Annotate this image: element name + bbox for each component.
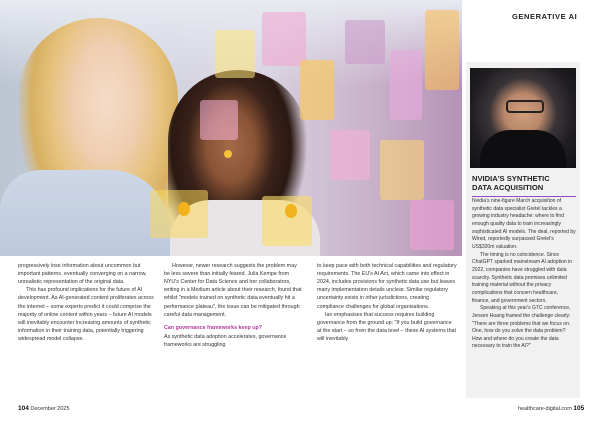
section-label: GENERATIVE AI xyxy=(512,12,578,21)
leather-jacket-shape xyxy=(480,130,566,168)
body-paragraph: This has profound implications for the future of AI development. As AI-generated content proliferates across the internet – some experts predict it could comprise the majority of online content within years – future AI models will inevitably encounter increasing amounts of synthetic information in their training data, potentially triggering widespread model collapse. xyxy=(18,287,154,342)
sidebar-title-line2: DATA ACQUISITION xyxy=(472,183,544,193)
footer-right xyxy=(518,405,584,412)
issue-date: December 2025 xyxy=(30,406,70,412)
body-paragraph: Ian emphasises that success requires building governance from the ground up: "If you build governance at the start – so from the data level – these AI systems that will inevitably xyxy=(317,311,457,342)
holo-dot xyxy=(224,150,232,158)
sidebar-body xyxy=(472,198,576,351)
holo-panel xyxy=(380,140,424,200)
sidebar-title xyxy=(472,174,576,193)
page-number-left: 104 xyxy=(18,405,29,412)
subheading: Can governance frameworks keep up? xyxy=(164,324,263,331)
hero-image xyxy=(0,0,462,256)
sidebar-title-line1: NVIDIA'S SYNTHETIC xyxy=(472,174,550,183)
sidebar-rule xyxy=(472,196,576,197)
body-paragraph: progressively lose information about uncommon but important patterns, eventually converging on a narrow, unrealistic representation of the original data. xyxy=(18,263,147,286)
holo-panel xyxy=(410,200,454,250)
holo-panel xyxy=(345,20,385,64)
footer-left xyxy=(18,405,70,412)
sidebar-paragraph: Nvidia's nine-figure March acquisition of synthetic data specialist Gretel tackles a growing industry headache: where to find enough quality data to train increasingly sophisticated AI models. The deal, reported by Wired, reportedly surpassed Gretel's US$320m valuation. xyxy=(472,198,576,250)
article-column-1 xyxy=(18,262,158,343)
page-number-right: 105 xyxy=(573,405,585,412)
holo-panel xyxy=(390,50,422,120)
holo-dot xyxy=(178,202,190,216)
site-url[interactable]: healthcare-digital.com xyxy=(518,406,572,412)
jensen-huang-photo xyxy=(470,68,576,168)
sidebar-paragraph: The timing is no coincidence. Since ChatGPT sparked mainstream AI adoption in 2022, companies have struggled with data scarcity. Synthetic data promises unlimited training material without the privacy complications that concern healthcare, finance, and government sectors. xyxy=(472,251,573,304)
holo-panel xyxy=(200,100,238,140)
blonde-woman-shirt xyxy=(0,170,170,256)
body-paragraph: However, newer research suggests the problem may be less severe than initially feared. Julia Kempe from NYU's Center for Data Science and her collaborators, writing in a Medium article about their research, found that whilst "models trained on synthetic data eventually hit a performance plateau", the issue can be mitigated through careful data management. xyxy=(164,263,302,318)
sidebar-paragraph: Speaking at this year's GTC conference, Jensen Huang framed the challenge clearly: "There are three problems that we focus on. One, how do you solve the data problem? How and where do you create the data necessary to train the AI?" xyxy=(472,305,571,350)
holo-panel xyxy=(215,30,255,78)
body-paragraph: to keep pace with both technical capabilities and regulatory requirements. The EU's AI Act, which came into effect in 2024, includes provisions for synthetic data use but leaves many implementation details unclear. Similar regulatory uncertainty exists in other jurisdictions, creating compliance challenges for global organisations. xyxy=(317,263,457,310)
body-paragraph: As synthetic data adoption accelerates, governance frameworks are struggling xyxy=(164,333,287,348)
holo-panel xyxy=(262,12,306,66)
holo-panel xyxy=(330,130,370,180)
glasses-shape xyxy=(506,100,544,113)
article-column-3 xyxy=(317,262,457,343)
holo-panel xyxy=(425,10,459,90)
article-column-2 xyxy=(164,262,304,349)
holo-dot xyxy=(285,204,297,218)
holo-panel xyxy=(300,60,334,120)
holo-panel xyxy=(262,196,312,246)
sidebar-box xyxy=(466,62,580,398)
